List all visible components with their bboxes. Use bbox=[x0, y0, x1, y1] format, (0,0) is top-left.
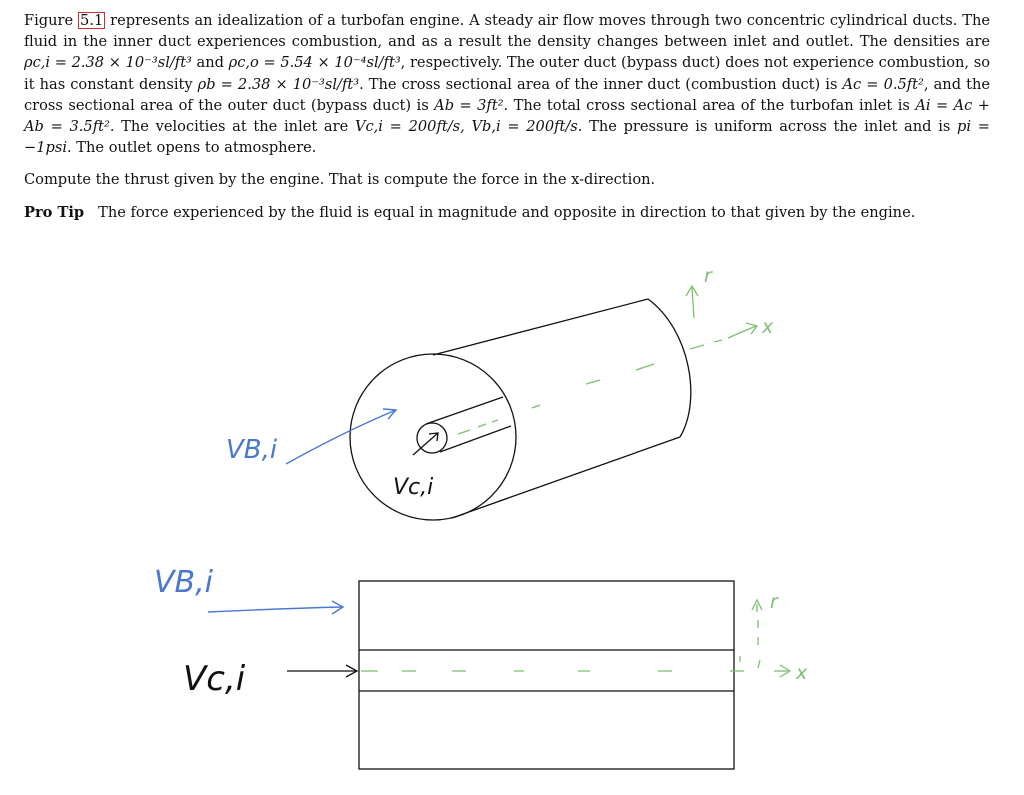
pro-tip-text: The force experienced by the fluid is equal in magnitude and opposite in direction to that given by the engine. bbox=[98, 203, 916, 221]
area-bypass: Ab = 3ft² bbox=[434, 96, 504, 114]
inlet-pressure: pi = −1psi bbox=[24, 118, 990, 157]
outer-duct-rect bbox=[359, 581, 734, 769]
text-run: . The cross sectional area of the inner duct (combustion duct) is bbox=[359, 75, 843, 93]
text-run: , respectively. The outer duct (bypass duct) does not experience combustion, so it has constant density bbox=[24, 54, 990, 93]
density-combustion-outlet: ρc,o = 5.54 × 10⁻⁴sl/ft³ bbox=[228, 54, 401, 72]
text-run: . The total cross sectional area of the turbofan inlet is bbox=[503, 96, 916, 114]
text-run: . The velocities at the inlet are bbox=[109, 118, 355, 136]
inner-duct-bottom-edge bbox=[440, 426, 511, 452]
text-run: , and the cross sectional area of the outer duct (bypass duct) is bbox=[24, 75, 991, 114]
text-run: . The outlet opens to atmosphere. bbox=[67, 139, 317, 157]
density-bypass: ρb = 2.38 × 10⁻³sl/ft³ bbox=[197, 75, 360, 93]
bypass-arrow-3d bbox=[286, 409, 396, 464]
figure-reference-link[interactable]: 5.1 bbox=[80, 12, 104, 29]
cylinder-bottom-edge bbox=[452, 437, 680, 518]
text-run: represents an idealization of a turbofan engine. A steady air flow moves through two concentric cylindrical ducts. The fluid in the inner duct experiences combustion, and as a result the density changes between inlet and outlet. The densities are bbox=[24, 12, 990, 51]
combustion-velocity-label-3d: Vc,i bbox=[393, 475, 434, 500]
pro-tip-label: Pro Tip bbox=[24, 203, 85, 221]
axes-2d bbox=[740, 600, 790, 677]
cylinder-back-arc bbox=[648, 299, 691, 437]
area-combustion: Ac = 0.5ft² bbox=[842, 75, 924, 93]
cylinder-top-edge bbox=[433, 299, 648, 355]
r-axis-3d bbox=[692, 288, 694, 318]
density-combustion-inlet: ρc,i = 2.38 × 10⁻³sl/ft³ bbox=[24, 54, 192, 72]
inner-duct-top-edge bbox=[426, 397, 503, 424]
x-axis-label-3d: x bbox=[762, 316, 774, 338]
bypass-velocity-label-3d: VB,i bbox=[226, 435, 278, 465]
x-axis-label-2d: x bbox=[796, 662, 808, 684]
combustion-velocity-label-2d: Vc,i bbox=[183, 659, 246, 699]
text-run: . The pressure is uniform across the inlet and is bbox=[577, 118, 958, 136]
inlet-velocities: Vc,i = 200ft/s, Vb,i = 200ft/s bbox=[354, 118, 578, 136]
r-axis-label-3d: r bbox=[704, 265, 712, 287]
text-run: and bbox=[191, 54, 229, 72]
bypass-velocity-label-2d: VB,i bbox=[154, 565, 213, 600]
area-inlet-total: Ai = Ac + Ab = 3.5ft² bbox=[24, 96, 990, 136]
r-axis-label-2d: r bbox=[770, 591, 778, 613]
centerline-3d bbox=[458, 340, 722, 434]
problem-question: Compute the thrust given by the engine. That is compute the force in the x-direction. bbox=[24, 171, 656, 189]
duct-side-view bbox=[359, 581, 734, 769]
figure-word: Figure bbox=[24, 12, 74, 29]
axes-3d bbox=[686, 286, 757, 338]
bypass-arrow-2d bbox=[208, 601, 343, 614]
combustion-arrow-2d bbox=[287, 665, 357, 677]
